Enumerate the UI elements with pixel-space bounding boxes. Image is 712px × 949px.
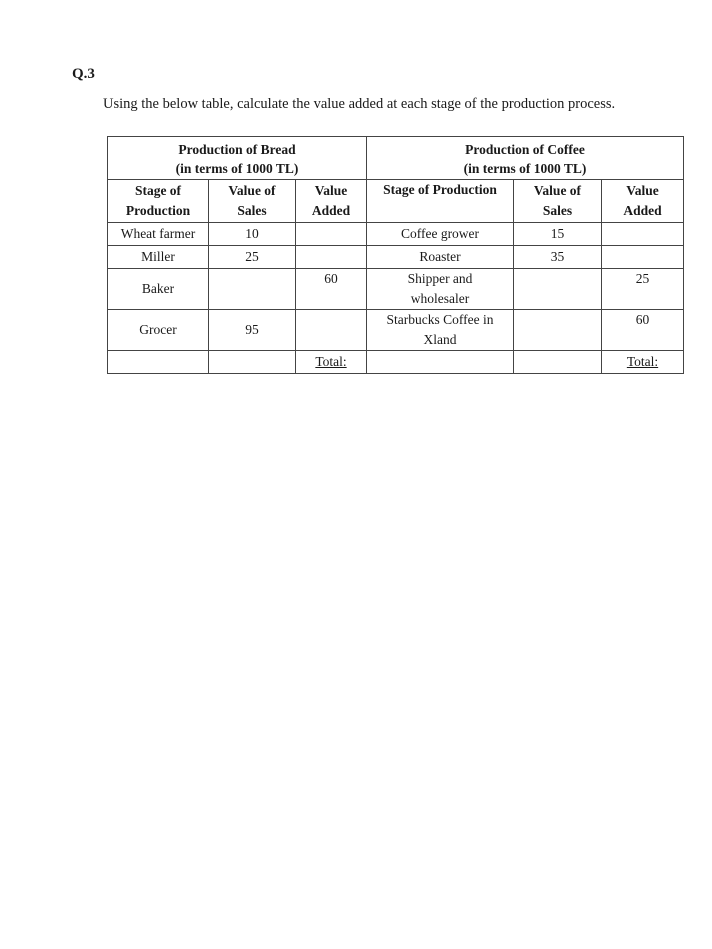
bread-stage-cell: Baker	[108, 269, 209, 310]
bread-title-line2: (in terms of 1000 TL)	[175, 161, 299, 176]
bread-stage-cell: Wheat farmer	[108, 223, 209, 246]
coffee-stage-line1: Shipper and	[407, 271, 473, 286]
bread-total-label: Total:	[315, 354, 347, 369]
coffee-stage-cell	[367, 246, 514, 269]
coffee-added-header-line2: Added	[623, 203, 662, 218]
coffee-stage-line1: Coffee grower	[400, 226, 480, 241]
bread-stage-header-line1: Stage of	[134, 183, 182, 198]
bread-total-cell	[296, 351, 367, 374]
bread-sales-header-line1: Value of	[228, 183, 276, 198]
bread-added-header	[296, 180, 367, 223]
coffee-sales-cell	[514, 269, 602, 310]
table-row	[108, 310, 684, 351]
bread-stage-cell: Grocer	[108, 310, 209, 351]
table-row	[108, 223, 684, 246]
coffee-table-title	[367, 137, 684, 180]
coffee-stage-line2: Xland	[423, 332, 457, 347]
bread-sales-cell	[209, 269, 296, 310]
bread-added-cell	[296, 246, 367, 269]
coffee-stage-line2: wholesaler	[410, 291, 470, 306]
coffee-sales-cell	[514, 310, 602, 351]
coffee-added-header	[602, 180, 684, 223]
coffee-total-cell	[602, 351, 684, 374]
bread-table-title	[108, 137, 367, 180]
bread-added-header-line1: Value	[314, 183, 348, 198]
total-row	[108, 351, 684, 374]
bread-sales-header-line2: Sales	[237, 203, 267, 218]
coffee-title-line2: (in terms of 1000 TL)	[463, 161, 587, 176]
bread-sales-cell: 10	[209, 223, 296, 246]
coffee-stage-line1: Roaster	[419, 249, 461, 264]
coffee-sales-cell: 35	[514, 246, 602, 269]
coffee-stage-cell	[367, 310, 514, 351]
bread-total-empty-cell	[108, 351, 209, 374]
bread-stage-header	[108, 180, 209, 223]
bread-sales-cell: 95	[209, 310, 296, 351]
coffee-added-cell: 25	[602, 269, 684, 310]
bread-sales-header	[209, 180, 296, 223]
bread-total-empty-cell	[209, 351, 296, 374]
coffee-stage-line1: Starbucks Coffee in	[386, 312, 494, 327]
coffee-sales-header	[514, 180, 602, 223]
bread-stage-header-line2: Production	[125, 203, 191, 218]
bread-added-cell	[296, 310, 367, 351]
coffee-added-cell	[602, 246, 684, 269]
coffee-added-cell: 60	[602, 310, 684, 351]
bread-title-line1: Production of Bread	[178, 142, 296, 157]
coffee-stage-header: Stage of Production	[367, 180, 514, 223]
bread-added-header-line2: Added	[311, 203, 351, 218]
coffee-sales-header-line1: Value of	[533, 183, 582, 198]
coffee-added-header-line1: Value	[626, 183, 659, 198]
coffee-stage-cell	[367, 269, 514, 310]
coffee-added-cell	[602, 223, 684, 246]
coffee-total-label: Total:	[626, 354, 659, 369]
coffee-sales-cell: 15	[514, 223, 602, 246]
bread-sales-cell: 25	[209, 246, 296, 269]
coffee-stage-cell	[367, 223, 514, 246]
coffee-title-line1: Production of Coffee	[465, 142, 585, 157]
bread-stage-cell: Miller	[108, 246, 209, 269]
table-row	[108, 269, 684, 310]
question-number: Q.3	[72, 66, 95, 82]
bread-added-cell: 60	[296, 269, 367, 310]
production-table	[107, 136, 684, 374]
table-title-row	[108, 137, 684, 180]
coffee-total-empty-cell	[367, 351, 514, 374]
question-instruction: Using the below table, calculate the value added at each stage of the production process.	[103, 96, 616, 112]
coffee-total-empty-cell	[514, 351, 602, 374]
coffee-sales-header-line2: Sales	[542, 203, 573, 218]
table-header-row	[108, 180, 684, 223]
bread-added-cell	[296, 223, 367, 246]
table-row	[108, 246, 684, 269]
